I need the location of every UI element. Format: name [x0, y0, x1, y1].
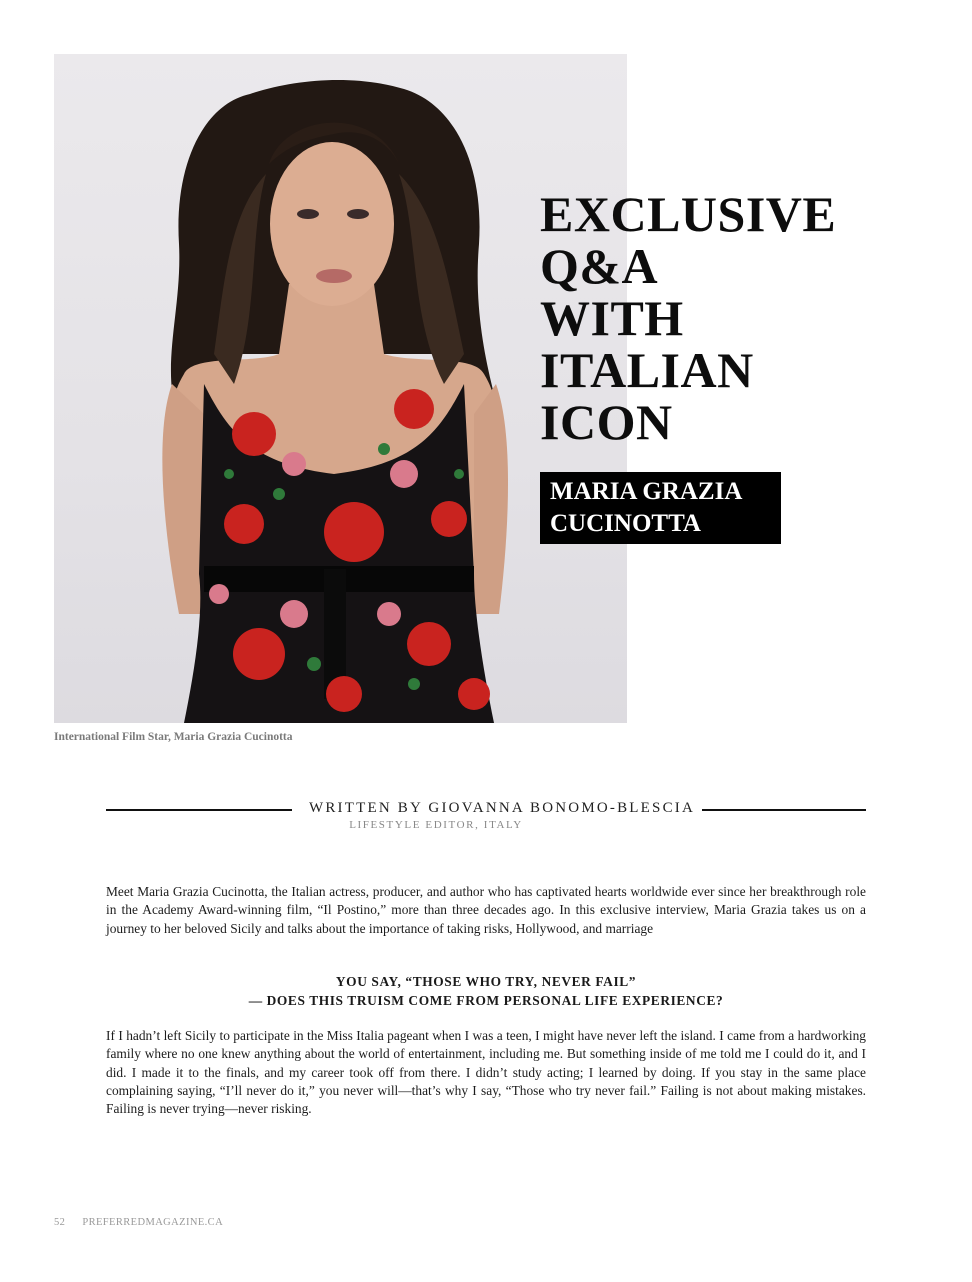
byline-rule-left	[106, 809, 292, 811]
page-number: 52	[54, 1217, 66, 1228]
headline-line: ITALIAN	[540, 342, 754, 398]
page-footer	[54, 1217, 237, 1228]
headline	[540, 188, 950, 448]
subject-name-box	[540, 472, 781, 544]
headline-line: EXCLUSIVE	[540, 186, 837, 242]
byline-rule-right	[702, 809, 866, 811]
headline-line: Q&A	[540, 238, 659, 294]
author-role: LIFESTYLE EDITOR, ITALY	[349, 819, 523, 831]
footer-site-link[interactable]: PREFERREDMAGAZINE.CA	[82, 1217, 224, 1228]
byline-row	[106, 800, 866, 820]
byline: WRITTEN BY GIOVANNA BONOMO-BLESCIA	[308, 800, 696, 816]
intro-paragraph: Meet Maria Grazia Cucinotta, the Italian actress, producer, and author who has captivated hearts worldwide ever since her breakthrough role in the Academy Award-winning film, “Il Postino,” more than three decades ago. In this exclusive interview, Maria Grazia takes us on a journey to her beloved Sicily and talks about the importance of taking risks, Hollywood, and marriage	[106, 884, 866, 936]
question-line: — DOES THIS TRUISM COME FROM PERSONAL LIFE EXPERIENCE?	[248, 993, 724, 1008]
headline-line: WITH	[540, 290, 684, 346]
answer-paragraph: If I hadn’t left Sicily to participate in the Miss Italia pageant when I was a teen, I might have never left the island. I came from a hardworking family where no one knew anything about the world of entertainment, including me. But something inside of me told me I could do it, and I did. I made it to the finals, and my career took off from there. I didn’t study acting; I learned by doing. If you stay in the same place complaining saying, “I’ll never do it,” you never will—that’s why I say, “Those who try never fail.” Failing is not about making mistakes. Failing is never trying—never risking.	[106, 1028, 866, 1117]
subject-name-line: MARIA GRAZIA	[550, 478, 743, 505]
question-line: YOU SAY, “THOSE WHO TRY, NEVER FAIL”	[335, 974, 637, 989]
headline-line: ICON	[540, 394, 673, 450]
interview-question	[106, 972, 866, 1010]
subject-name-line: CUCINOTTA	[550, 510, 701, 537]
photo-caption: International Film Star, Maria Grazia Cucinotta	[54, 731, 293, 743]
